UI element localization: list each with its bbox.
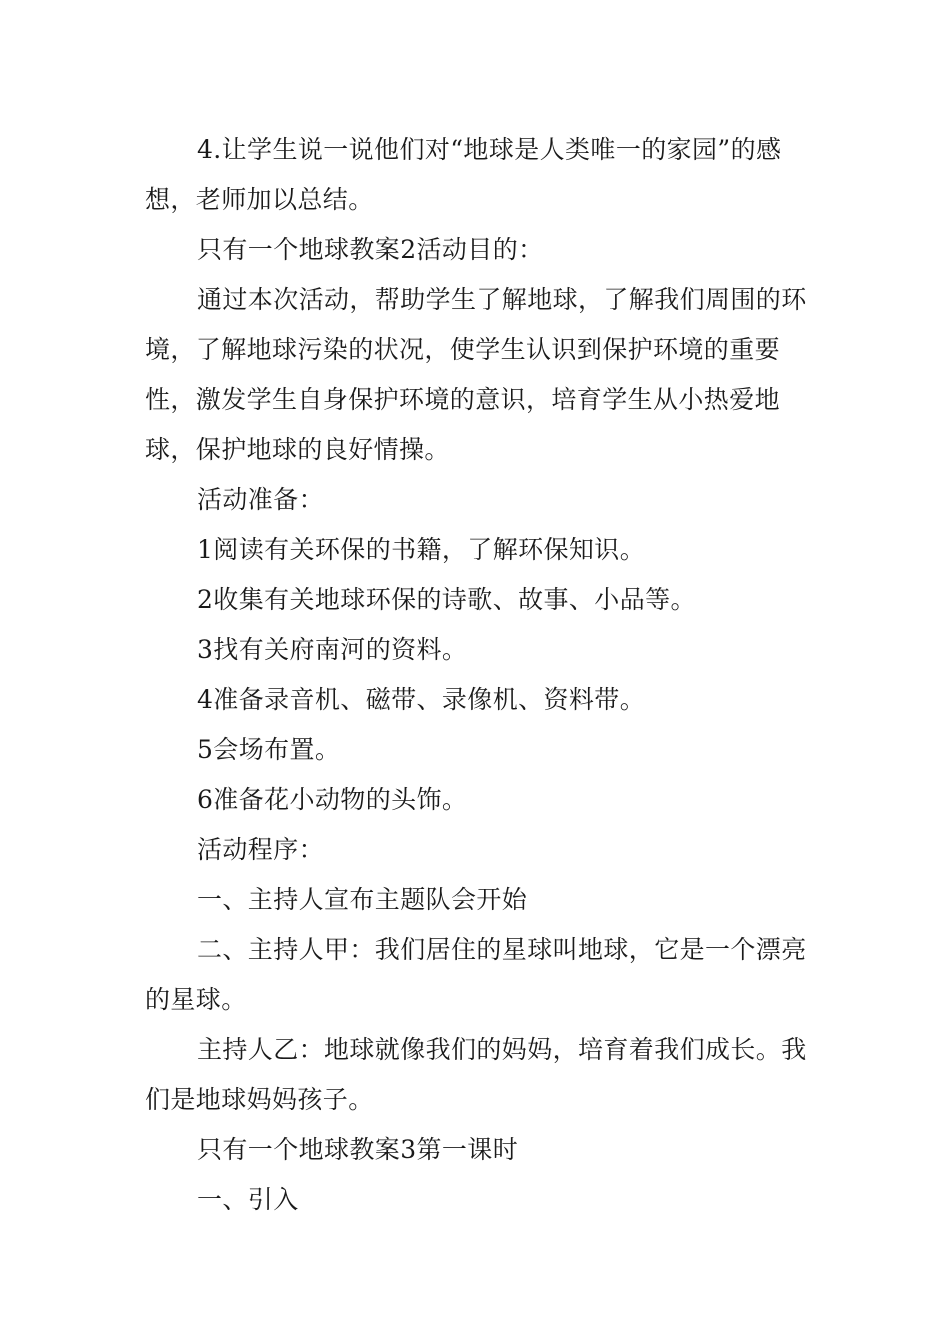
list-item-prep-2: 2收集有关地球环保的诗歌、故事、小品等。 [197, 585, 696, 614]
paragraph-procedure-heading: 活动程序： [197, 835, 325, 864]
list-item-prep-4: 4准备录音机、磁带、录像机、资料带。 [197, 685, 646, 714]
paragraph-introduction: 一、引入 [197, 1185, 299, 1214]
paragraph-reflection: 4.让学生说一说他们对“地球是人类唯一的家园”的感想，老师加以总结。 [145, 135, 782, 214]
paragraph-activity-goal: 通过本次活动，帮助学生了解地球，了解我们周围的环境，了解地球污染的状况，使学生认识到保护环境的重要性，激发学生自身保护环境的意识，培育学生从小热爱地球，保护地球的良好情操。 [145, 285, 807, 464]
list-item-prep-1: 1阅读有关环保的书籍，了解环保知识。 [197, 535, 646, 564]
paragraph-step-2: 二、主持人甲：我们居住的星球叫地球，它是一个漂亮的星球。 [145, 935, 807, 1014]
list-item-prep-6: 6准备花小动物的头饰。 [197, 785, 468, 814]
paragraph-lesson2-heading: 只有一个地球教案2活动目的： [197, 235, 544, 264]
list-item-prep-3: 3找有关府南河的资料。 [197, 635, 468, 664]
paragraph-host-b: 主持人乙：地球就像我们的妈妈，培育着我们成长。我们是地球妈妈孩子。 [145, 1035, 807, 1114]
list-item-prep-5: 5会场布置。 [197, 735, 341, 764]
paragraph-preparation-heading: 活动准备： [197, 485, 325, 514]
paragraph-step-1: 一、主持人宣布主题队会开始 [197, 885, 528, 914]
paragraph-lesson3-heading: 只有一个地球教案3第一课时 [197, 1135, 519, 1164]
